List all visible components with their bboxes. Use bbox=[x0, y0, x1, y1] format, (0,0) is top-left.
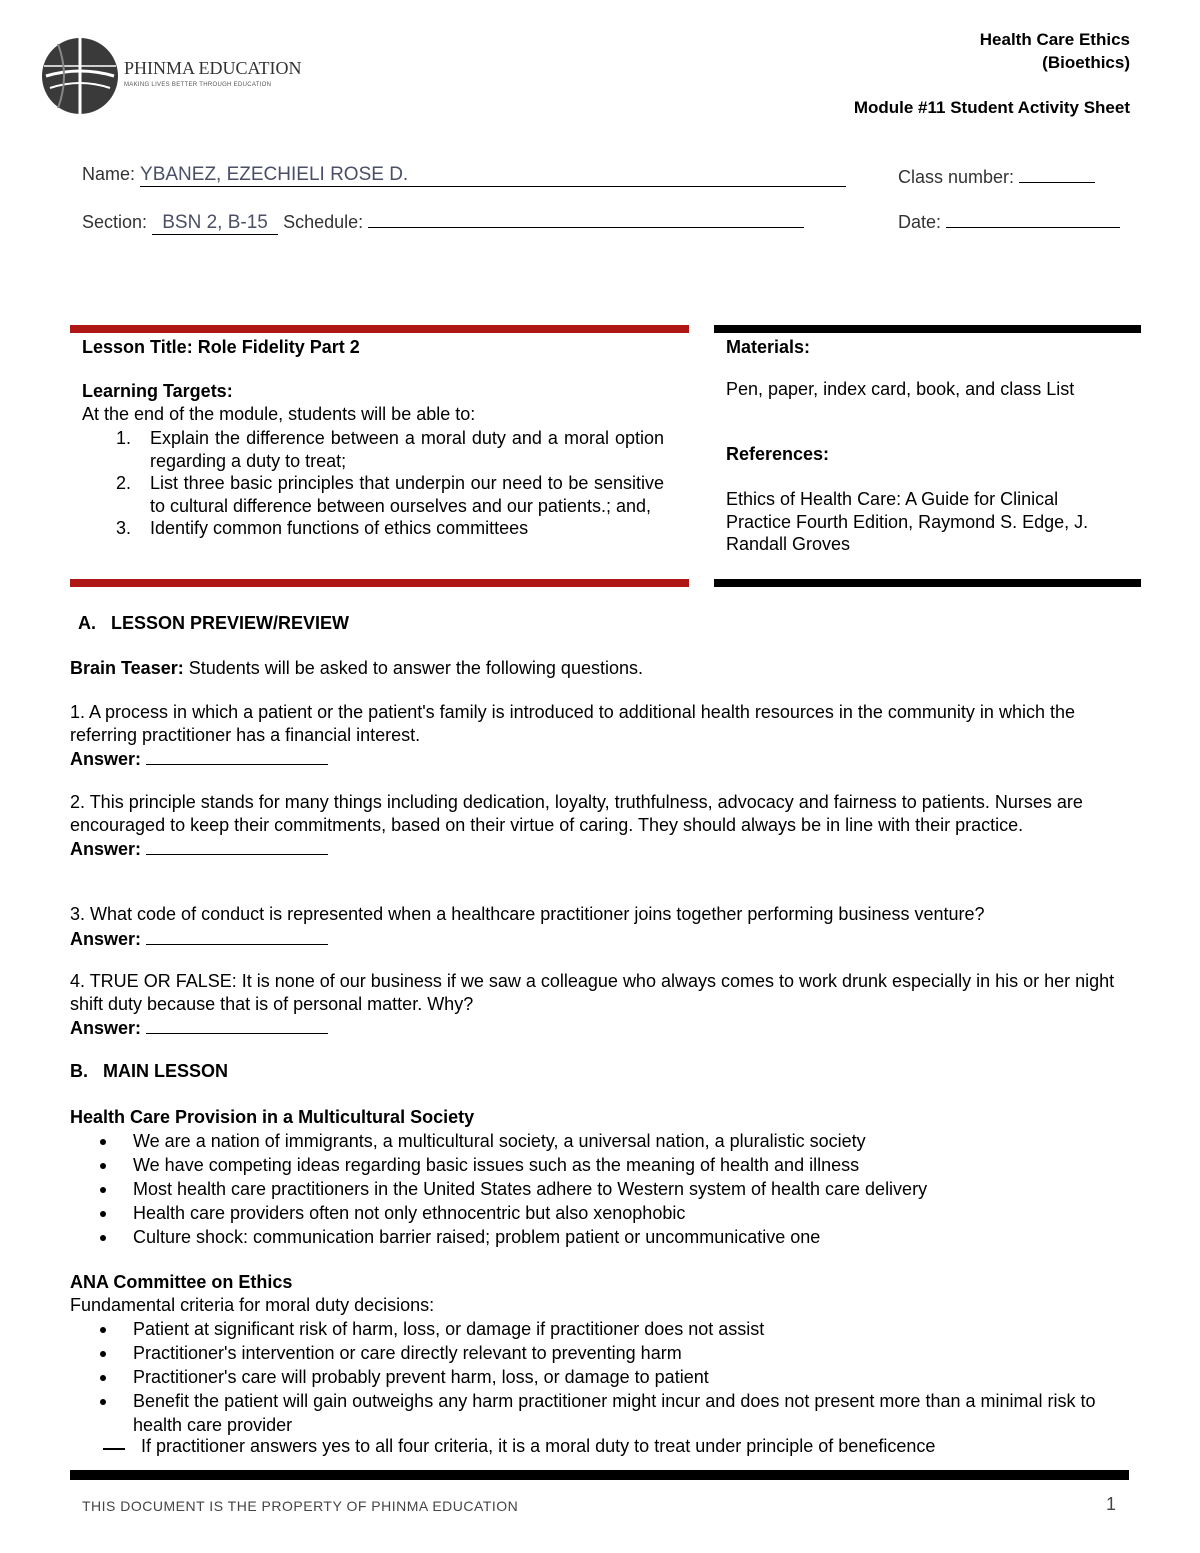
brain-teaser-label: Brain Teaser: bbox=[70, 658, 184, 678]
date-row bbox=[898, 209, 1120, 233]
module-title: Module #11 Student Activity Sheet bbox=[853, 98, 1130, 117]
name-label: Name: bbox=[82, 164, 136, 184]
multicultural-heading: Health Care Provision in a Multicultural Society bbox=[70, 1107, 475, 1127]
name-field[interactable]: YBANEZ, EZECHIELI ROSE D. bbox=[140, 164, 846, 187]
section-label: Section: bbox=[82, 212, 148, 232]
answer-row bbox=[70, 746, 1135, 771]
lesson-title: Lesson Title: Role Fidelity Part 2 bbox=[82, 337, 360, 357]
target-item bbox=[70, 427, 664, 472]
list-item bbox=[70, 1365, 1135, 1389]
lesson-box-top-rule bbox=[70, 325, 689, 333]
list-item bbox=[70, 1225, 1135, 1249]
class-number-label: Class number: bbox=[898, 167, 1015, 187]
bullet-icon bbox=[100, 1399, 106, 1405]
dash-item-text: If practitioner answers yes to all four criteria, it is a moral duty to treat under principle of beneficence bbox=[141, 1436, 936, 1456]
bullet-icon bbox=[100, 1375, 106, 1381]
brain-teaser bbox=[70, 658, 643, 679]
answer-label: Answer: bbox=[70, 1018, 142, 1038]
bullet-icon bbox=[100, 1163, 106, 1169]
answer-field[interactable] bbox=[146, 926, 328, 945]
list-item-text: Patient at significant risk of harm, loss, or damage if practitioner does not assist bbox=[133, 1319, 765, 1339]
list-item bbox=[70, 1317, 1135, 1341]
answer-label: Answer: bbox=[70, 928, 142, 949]
question-2 bbox=[70, 791, 1135, 861]
materials-box-top-rule bbox=[714, 325, 1141, 333]
references-heading: References: bbox=[726, 444, 830, 464]
list-item-text: We have competing ideas regarding basic issues such as the meaning of health and illness bbox=[133, 1155, 860, 1175]
target-item bbox=[70, 472, 664, 517]
logo bbox=[40, 36, 300, 116]
list-item-text: Benefit the patient will gain outweighs any harm practitioner might incur and does not present more than a minimal risk to health care provider bbox=[133, 1391, 1096, 1435]
answer-label: Answer: bbox=[70, 749, 142, 769]
schedule-field[interactable] bbox=[368, 209, 804, 228]
page-number: 1 bbox=[1105, 1494, 1116, 1514]
answer-field[interactable] bbox=[146, 746, 328, 765]
answer-row bbox=[70, 1015, 1135, 1040]
date-field[interactable] bbox=[946, 209, 1120, 228]
class-number-field[interactable] bbox=[1019, 164, 1095, 183]
question-text: 1. A process in which a patient or the patient's family is introduced to additional health resources in the community in which the referring practitioner has a financial interest. bbox=[70, 702, 1075, 745]
target-text: List three basic principles that underpin our need to be sensitive to cultural difference between ourselves and our patients.; and, bbox=[150, 473, 664, 516]
list-item bbox=[70, 1177, 1135, 1201]
list-item-text: Most health care practitioners in the United States adhere to Western system of health care delivery bbox=[133, 1179, 928, 1199]
list-item-text: Health care providers often not only ethnocentric but also xenophobic bbox=[133, 1203, 686, 1223]
list-item-text: We are a nation of immigrants, a multicultural society, a universal nation, a pluralistic society bbox=[133, 1131, 866, 1151]
list-item-text: Practitioner's intervention or care directly relevant to preventing harm bbox=[133, 1343, 682, 1363]
references-text: Ethics of Health Care: A Guide for Clinical Practice Fourth Edition, Raymond S. Edge, J. Randall Groves bbox=[726, 489, 1089, 554]
materials-heading: Materials: bbox=[726, 337, 811, 357]
list-item bbox=[70, 1341, 1135, 1365]
answer-row bbox=[70, 836, 1135, 861]
answer-field[interactable] bbox=[146, 836, 328, 855]
answer-field[interactable] bbox=[146, 1015, 328, 1034]
ana-dash-item bbox=[103, 1436, 935, 1457]
materials-text: Pen, paper, index card, book, and class List bbox=[726, 379, 1075, 399]
list-item-text: Culture shock: communication barrier raised; problem patient or uncommunicative one bbox=[133, 1227, 821, 1247]
section-field[interactable] bbox=[152, 212, 278, 235]
answer-row bbox=[70, 926, 1135, 951]
bullet-icon bbox=[100, 1139, 106, 1145]
section-row bbox=[82, 209, 804, 235]
course-subtitle: (Bioethics) bbox=[1042, 53, 1130, 72]
bullet-icon bbox=[100, 1235, 106, 1241]
list-item bbox=[70, 1201, 1135, 1225]
list-item-text: Practitioner's care will probably prevent harm, loss, or damage to patient bbox=[133, 1367, 709, 1387]
course-title: Health Care Ethics bbox=[979, 30, 1130, 49]
learning-targets-heading: Learning Targets: bbox=[82, 381, 233, 401]
footer-rule bbox=[70, 1470, 1129, 1480]
target-number: 1. bbox=[116, 428, 132, 448]
learning-targets-list bbox=[70, 427, 664, 540]
list-item bbox=[70, 1153, 1135, 1177]
target-number: 3. bbox=[116, 518, 132, 538]
question-4 bbox=[70, 970, 1135, 1040]
question-text: 3. What code of conduct is represented when a healthcare practitioner joins together performing business venture? bbox=[70, 904, 985, 924]
date-label: Date: bbox=[898, 212, 942, 232]
section-b-heading: B. MAIN LESSON bbox=[70, 1061, 229, 1081]
dash-icon bbox=[103, 1448, 125, 1450]
class-number-row bbox=[898, 164, 1095, 188]
question-3 bbox=[70, 903, 1135, 950]
multicultural-list bbox=[70, 1129, 1135, 1249]
schedule-label: Schedule: bbox=[283, 212, 364, 232]
answer-label: Answer: bbox=[70, 839, 142, 859]
ana-heading: ANA Committee on Ethics bbox=[70, 1272, 293, 1292]
footer-text: THIS DOCUMENT IS THE PROPERTY OF PHINMA EDUCATION bbox=[82, 1498, 519, 1514]
bullet-icon bbox=[100, 1211, 106, 1217]
question-text: 2. This principle stands for many things including dedication, loyalty, truthfulness, advocacy and fairness to patients. Nurses are encouraged to keep their commitments, based on their virtue of caring. They should always be in line with their practice. bbox=[70, 792, 1083, 835]
brain-teaser-text: Students will be asked to answer the following questions. bbox=[183, 658, 643, 678]
section-a-heading: A. LESSON PREVIEW/REVIEW bbox=[78, 613, 350, 633]
bullet-icon bbox=[100, 1351, 106, 1357]
phinma-globe-icon bbox=[40, 36, 120, 116]
target-number: 2. bbox=[116, 473, 132, 493]
question-1 bbox=[70, 701, 1135, 771]
learning-targets-intro: At the end of the module, students will be able to: bbox=[82, 404, 476, 424]
lesson-box-bottom-rule bbox=[70, 579, 689, 587]
materials-box-bottom-rule bbox=[714, 579, 1141, 587]
list-item bbox=[70, 1389, 1135, 1437]
bullet-icon bbox=[100, 1187, 106, 1193]
logo-name: PHINMA EDUCATION bbox=[124, 58, 302, 78]
target-text: Identify common functions of ethics committees bbox=[150, 518, 529, 538]
question-text: 4. TRUE OR FALSE: It is none of our business if we saw a colleague who always comes to work drunk especially in his or her night shift duty because that is of personal matter. Why? bbox=[70, 971, 1115, 1014]
list-item bbox=[70, 1129, 1135, 1153]
bullet-icon bbox=[100, 1327, 106, 1333]
logo-tagline: MAKING LIVES BETTER THROUGH EDUCATION bbox=[124, 82, 272, 88]
name-row bbox=[82, 164, 846, 187]
ana-intro: Fundamental criteria for moral duty decisions: bbox=[70, 1295, 435, 1315]
section-value: BSN 2, B-15 bbox=[162, 212, 268, 233]
ana-criteria-list bbox=[70, 1317, 1135, 1437]
target-text: Explain the difference between a moral duty and a moral option regarding a duty to treat; bbox=[150, 428, 664, 471]
target-item bbox=[70, 517, 664, 540]
